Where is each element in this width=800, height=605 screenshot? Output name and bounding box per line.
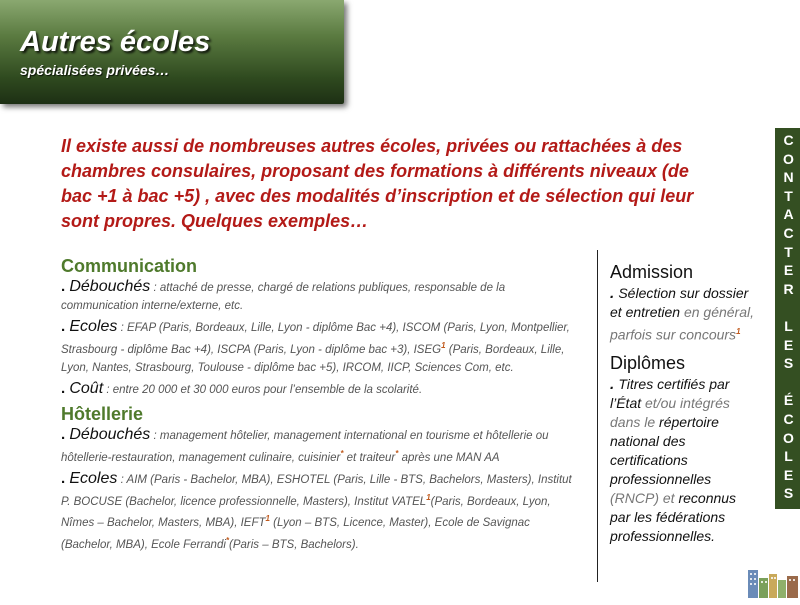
sidebar-letter: A	[783, 206, 794, 223]
school-building-icon	[746, 564, 800, 600]
column-divider	[597, 250, 598, 582]
school-building-logo	[746, 564, 800, 600]
sidebar-letter: C	[783, 411, 794, 427]
sidebar-letter: N	[783, 169, 794, 186]
sidebar-letter: E	[783, 466, 794, 483]
communication-cout: . Coût : entre 20 000 et 30 000 euros pour l’ensemble de la scolarité.	[61, 379, 423, 397]
section-title-hotellerie: Hôtellerie	[61, 403, 144, 424]
diplomes-title: Diplômes	[610, 352, 686, 373]
bullet-mark: .	[61, 278, 70, 295]
communication-debouches: . Débouchés : attaché de presse, chargé de relations publiques, responsable de la communication interne/externe, etc.	[61, 278, 506, 312]
sidebar-letter: L	[784, 318, 793, 334]
sidebar-letter: É	[783, 392, 794, 409]
sidebar-letter: E	[783, 262, 794, 279]
admission-title: Admission	[610, 262, 694, 282]
hotellerie-debouches: . Débouchés : management hôtelier, management international en tourisme et hôtellerie ou hôtellerie-restauration, management culinaire, cuisinier* et traiteur* après une MAN AA	[61, 425, 549, 464]
hotellerie-ecoles: . Ecoles : AIM (Paris - Bachelor, MBA), ESHOTEL (Paris, Lille - BTS, Bachelors, Masters), Institut P. BOCUSE (Bachelor, licence professionnelle, Masters), Institut VATEL$^1$(Paris, Bordeaux, Lyon, Nîmes – Bachelor, Masters, MBA), IEFT$^1$ (Lyon – BTS, Licence, Master), Ecole de Savignac (Bachelor, MBA), Ecole Ferrandi*(Paris – BTS, Bachelors).	[61, 469, 572, 552]
sidebar-letter: R	[783, 280, 794, 297]
sidebar-letter: C	[783, 132, 794, 148]
sidebar-letter: O	[783, 429, 794, 446]
admission-text: . Sélection sur dossier et entretien en général, parfois sur concours$^1$	[610, 285, 755, 343]
diplomes-text: . Titres certifiés par l’État et/ou intégrés dans le répertoire national des certifications professionnelles (RNCP) et reconnus par les fédérations professionnelles.	[610, 375, 737, 544]
sidebar-letter: C	[783, 225, 794, 241]
page-title: Autres écoles	[20, 26, 211, 58]
sidebar-letter: S	[783, 355, 794, 372]
sidebar-letter: L	[784, 448, 793, 465]
communication-ecoles: . Ecoles : EFAP (Paris, Bordeaux, Lille, Lyon - diplôme Bac +4), ISCOM (Paris, Lyon, Montpellier, Strasbourg - diplôme Bac +4), ISCPA (Paris, Lyon - diplôme bac +3), ISEG$^1$ (Paris, Bordeaux, Lille, Lyon, Nantes, Strasbourg, Toulouse - diplôme bac +5), IRCOM, IICP, Sciences Com, etc.	[61, 318, 570, 374]
sidebar-letter: T	[784, 187, 793, 204]
section-title-communication: Communication	[61, 256, 198, 276]
page-subtitle: spécialisées privées…	[20, 62, 170, 78]
bullet-mark: .	[61, 469, 70, 487]
sidebar-letter: E	[783, 336, 794, 353]
contacter-les-ecoles-sidebar[interactable]	[775, 128, 800, 509]
bullet-mark: .	[61, 425, 70, 443]
right-column	[610, 260, 760, 552]
sidebar-letter: O	[783, 150, 794, 167]
bullet-mark: .	[610, 375, 619, 393]
intro-text: Il existe aussi de nombreuses autres écoles, privées ou rattachées à des chambres consulaires, proposant des formations à différents niveaux (de bac +1 à bac +5) , avec des modalités d’inscription et de sélection qui leur sont propres. Quelques exemples…	[61, 136, 694, 231]
sidebar-letter: S	[783, 485, 794, 502]
bullet-mark: .	[610, 285, 619, 302]
bullet-mark: .	[61, 379, 70, 397]
left-column	[61, 254, 583, 557]
sidebar-letter: T	[784, 243, 793, 260]
bullet-mark: .	[61, 318, 70, 335]
page-header	[0, 0, 344, 104]
